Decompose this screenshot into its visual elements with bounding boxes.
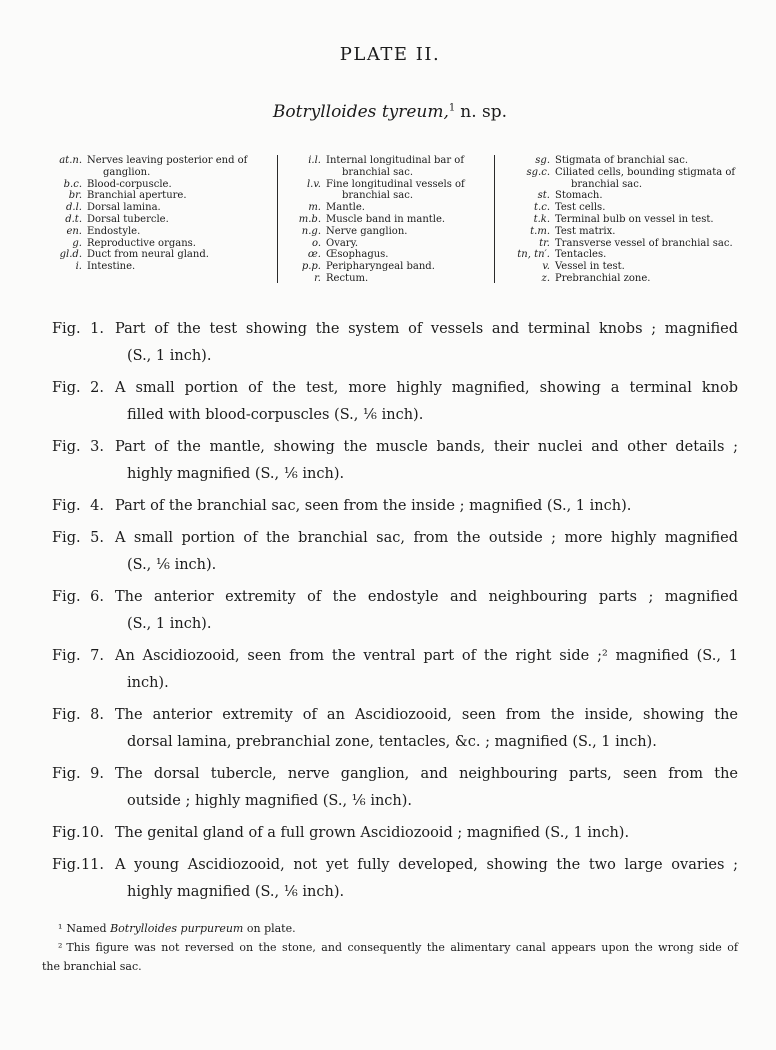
species-heading <box>42 102 738 122</box>
figure-text-line: (S., ⅙ inch). <box>127 556 217 573</box>
figure-text-line: A small portion of the test, more highly magnified, showing a terminal knob <box>115 379 738 396</box>
figure-text <box>115 375 738 429</box>
figure-label-word: Fig. <box>52 856 81 873</box>
figure-text <box>115 643 738 697</box>
abbreviation-label: o. <box>311 237 321 249</box>
abbreviation-definition: Duct from neural gland. <box>87 249 209 261</box>
abbreviation-label: n.g. <box>301 225 321 237</box>
footnote-1 <box>42 919 738 938</box>
figure-text-line: Part of the test showing the system of vessels and terminal knobs ; magnified <box>115 320 738 337</box>
abbreviation-definition: Intestine. <box>87 261 136 273</box>
abbreviation-label: œ. <box>307 249 321 261</box>
figure-text-line: The dorsal tubercle, nerve ganglion, and neighbouring parts, seen from the <box>115 765 738 782</box>
figure-number: 11. <box>80 856 104 873</box>
abbreviation-entry <box>42 190 268 202</box>
abbreviation-entry <box>287 273 485 285</box>
abbreviation-label: t.k. <box>533 213 550 225</box>
figure-number: 3. <box>90 438 104 455</box>
abbreviation-definition: Dorsal lamina. <box>87 202 161 214</box>
abbreviation-definition: Test matrix. <box>555 225 616 237</box>
figure-description <box>42 434 738 488</box>
figure-text-line: highly magnified (S., ⅙ inch). <box>127 465 345 482</box>
figure-text-line: A small portion of the branchial sac, from the outside ; more highly magnified <box>115 529 738 546</box>
abbreviation-key <box>42 154 738 285</box>
abbreviation-definition: Test cells. <box>555 202 606 214</box>
figure-label-word: Fig. <box>52 588 81 605</box>
figure-text <box>115 761 738 815</box>
abbreviation-definition: Fine longitudinal vessels of branchial sac. <box>326 178 465 202</box>
figure-text <box>115 820 738 847</box>
abbreviation-entry <box>504 249 738 261</box>
figure-label <box>52 434 104 488</box>
figure-text-line: outside ; highly magnified (S., ⅙ inch). <box>127 792 413 809</box>
figure-label <box>52 316 104 370</box>
figure-label-word: Fig. <box>52 497 81 514</box>
figure-text-line: Part of the branchial sac, seen from the inside ; magnified (S., 1 inch). <box>115 497 632 514</box>
abbreviation-definition: Ciliated cells, bounding stigmata of branchial sac. <box>555 166 736 190</box>
figure-text-line: dorsal lamina, prebranchial zone, tentacles, &c. ; magnified (S., 1 inch). <box>127 733 657 750</box>
abbreviation-label: en. <box>66 225 82 237</box>
abbreviation-label: z. <box>541 272 550 284</box>
footnote-1-post: on plate. <box>246 921 296 935</box>
abbreviation-entry <box>287 155 485 179</box>
abbreviation-entry <box>42 249 268 261</box>
footnote-2-line-2: the branchial sac. <box>42 959 142 973</box>
abbreviation-definition: Ovary. <box>326 237 359 249</box>
abbreviation-label: m.b. <box>298 213 321 225</box>
figure-label-word: Fig. <box>52 706 81 723</box>
abbreviation-definition: Terminal bulb on vessel in test. <box>555 213 714 225</box>
figure-text-line: Part of the mantle, showing the muscle bands, their nuclei and other details ; <box>115 438 738 455</box>
abbreviation-entry <box>42 238 268 250</box>
abbreviation-label: br. <box>68 190 82 202</box>
figure-label <box>52 761 104 815</box>
abbreviation-entry <box>504 273 738 285</box>
abbreviation-label: b.c. <box>63 178 82 190</box>
figure-description <box>42 493 738 520</box>
abbreviation-entry <box>287 214 485 226</box>
figure-label <box>52 820 104 847</box>
figure-label <box>52 584 104 638</box>
figure-description <box>42 820 738 847</box>
figure-number: 4. <box>90 497 104 514</box>
abbreviation-label: v. <box>542 261 550 273</box>
abbreviation-definition: Reproductive organs. <box>87 237 196 249</box>
abbreviation-entry <box>287 238 485 250</box>
abbreviation-label: sg.c. <box>526 166 550 178</box>
figure-text <box>115 852 738 906</box>
abbreviation-entry <box>287 261 485 273</box>
figure-text-line: An Ascidiozooid, seen from the ventral part of the right side ;² magnified (S., 1 <box>115 647 738 664</box>
abbreviation-label: tn, tn′. <box>517 249 550 261</box>
abbreviation-entry <box>504 155 738 167</box>
abbreviation-entry <box>504 261 738 273</box>
abbreviation-label: t.m. <box>530 225 550 237</box>
figure-number: 2. <box>90 379 104 396</box>
abbreviation-definition: Stomach. <box>555 190 603 202</box>
abbreviation-entry <box>42 261 268 273</box>
footnote-1-pre: Named <box>66 921 107 935</box>
abbreviation-entry <box>504 238 738 250</box>
footnote-2-line-1 <box>42 938 738 957</box>
figure-text <box>115 316 738 370</box>
abbreviation-label: r. <box>314 272 321 284</box>
figure-text <box>115 493 738 520</box>
figure-text-line: inch). <box>127 674 169 691</box>
figure-text-line: A young Ascidiozooid, not yet fully developed, showing the two large ovaries ; <box>115 856 738 873</box>
abbreviation-entry <box>287 202 485 214</box>
figure-description <box>42 761 738 815</box>
figure-number: 10. <box>80 824 104 841</box>
species-footnote-marker: 1 <box>448 102 456 114</box>
abbreviation-label: d.l. <box>66 202 82 214</box>
abbreviation-label: d.t. <box>65 213 82 225</box>
figure-description <box>42 316 738 370</box>
footnote-1-marker: ¹ <box>58 921 63 935</box>
abbreviation-entry <box>504 202 738 214</box>
abbreviation-label: l.v. <box>306 178 321 190</box>
plate-title: PLATE II. <box>339 44 441 65</box>
figure-description <box>42 643 738 697</box>
figure-text <box>115 702 738 756</box>
figure-label-word: Fig. <box>52 529 81 546</box>
abbreviation-definition: Stigmata of branchial sac. <box>555 155 689 166</box>
figure-text-line: The anterior extremity of the endostyle and neighbouring parts ; magnified <box>115 588 738 605</box>
abbreviation-entry <box>287 249 485 261</box>
footnote-1-species-name: Botrylloides purpureum <box>106 921 247 935</box>
figure-description <box>42 702 738 756</box>
figure-text <box>115 584 738 638</box>
abbreviation-entry <box>42 179 268 191</box>
abbreviation-label: m. <box>308 202 321 214</box>
figure-number: 6. <box>90 588 104 605</box>
abbreviation-definition: Blood-corpuscle. <box>87 178 172 190</box>
figure-text-line: The anterior extremity of an Ascidiozooid, seen from the inside, showing the <box>115 706 738 723</box>
abbreviation-label: t.c. <box>534 202 550 214</box>
footnotes <box>42 919 738 976</box>
figure-label-word: Fig. <box>52 647 81 664</box>
abbreviation-definition: Œsophagus. <box>326 249 389 261</box>
figure-description-list <box>42 316 738 906</box>
abbreviation-definition: Branchial aperture. <box>87 190 187 202</box>
abbreviation-entry <box>504 190 738 202</box>
figure-description <box>42 584 738 638</box>
figure-label <box>52 643 104 697</box>
column-divider <box>494 155 495 283</box>
abbreviation-label: p.p. <box>301 261 321 273</box>
abbreviation-definition: Internal longitudinal bar of branchial sac. <box>326 155 465 178</box>
abbreviation-entry <box>42 214 268 226</box>
abbreviation-entry <box>504 214 738 226</box>
figure-label <box>52 375 104 429</box>
abbreviation-entry <box>504 226 738 238</box>
figure-description <box>42 852 738 906</box>
abbreviation-definition: Endostyle. <box>87 225 141 237</box>
abbreviation-entry <box>287 226 485 238</box>
abbreviation-column-1 <box>42 154 268 285</box>
figure-number: 8. <box>90 706 104 723</box>
abbreviation-column-3 <box>504 154 738 285</box>
species-suffix: n. sp. <box>460 102 508 122</box>
abbreviation-entry <box>42 155 268 179</box>
figure-description <box>42 525 738 579</box>
abbreviation-definition: Transverse vessel of branchial sac. <box>555 237 733 249</box>
figure-label-word: Fig. <box>52 438 81 455</box>
figure-label <box>52 852 104 906</box>
figure-text-line: filled with blood-corpuscles (S., ⅙ inch). <box>127 406 424 423</box>
figure-number: 1. <box>90 320 104 337</box>
figure-label-word: Fig. <box>52 379 81 396</box>
footnote-2-text: This figure was not reversed on the stone, and consequently the alimentary canal appears upon the wrong side of <box>66 940 738 954</box>
footnote-2 <box>42 938 738 976</box>
abbreviation-definition: Dorsal tubercle. <box>87 213 169 225</box>
abbreviation-definition: Nerve ganglion. <box>326 225 408 237</box>
abbreviation-entry <box>42 226 268 238</box>
figure-label <box>52 525 104 579</box>
figure-number: 9. <box>90 765 104 782</box>
abbreviation-definition: Rectum. <box>326 272 369 284</box>
figure-label <box>52 493 104 520</box>
abbreviation-label: i.l. <box>308 155 321 166</box>
abbreviation-definition: Muscle band in mantle. <box>326 213 446 225</box>
abbreviation-definition: Nerves leaving posterior end of ganglion. <box>87 155 248 178</box>
figure-label-word: Fig. <box>52 320 81 337</box>
figure-label-word: Fig. <box>52 765 81 782</box>
abbreviation-label: st. <box>537 190 550 202</box>
abbreviation-definition: Peripharyngeal band. <box>326 261 435 273</box>
figure-text-line: (S., 1 inch). <box>127 615 212 632</box>
figure-text-line: highly magnified (S., ⅙ inch). <box>127 883 345 900</box>
abbreviation-label: tr. <box>539 237 550 249</box>
abbreviation-label: i. <box>75 261 82 273</box>
figure-number: 5. <box>90 529 104 546</box>
abbreviation-label: g. <box>72 237 82 249</box>
abbreviation-label: at.n. <box>59 155 82 166</box>
abbreviation-definition: Tentacles. <box>555 249 607 261</box>
species-name: Botrylloides tyreum, <box>272 102 449 122</box>
figure-description <box>42 375 738 429</box>
abbreviation-entry <box>42 202 268 214</box>
figure-text <box>115 434 738 488</box>
abbreviation-label: gl.d. <box>59 249 82 261</box>
abbreviation-definition: Prebranchial zone. <box>555 272 651 284</box>
abbreviation-column-2 <box>287 154 485 285</box>
abbreviation-definition: Vessel in test. <box>555 261 625 273</box>
figure-text <box>115 525 738 579</box>
abbreviation-label: sg. <box>535 155 550 166</box>
abbreviation-entry <box>504 167 738 191</box>
abbreviation-entry <box>287 179 485 203</box>
footnote-2-marker: ² <box>58 940 63 954</box>
figure-label-word: Fig. <box>52 824 81 841</box>
abbreviation-definition: Mantle. <box>326 202 365 214</box>
figure-number: 7. <box>90 647 104 664</box>
figure-text-line: The genital gland of a full grown Ascidiozooid ; magnified (S., 1 inch). <box>115 824 630 841</box>
figure-label <box>52 702 104 756</box>
column-divider <box>277 155 278 283</box>
figure-text-line: (S., 1 inch). <box>127 347 212 364</box>
